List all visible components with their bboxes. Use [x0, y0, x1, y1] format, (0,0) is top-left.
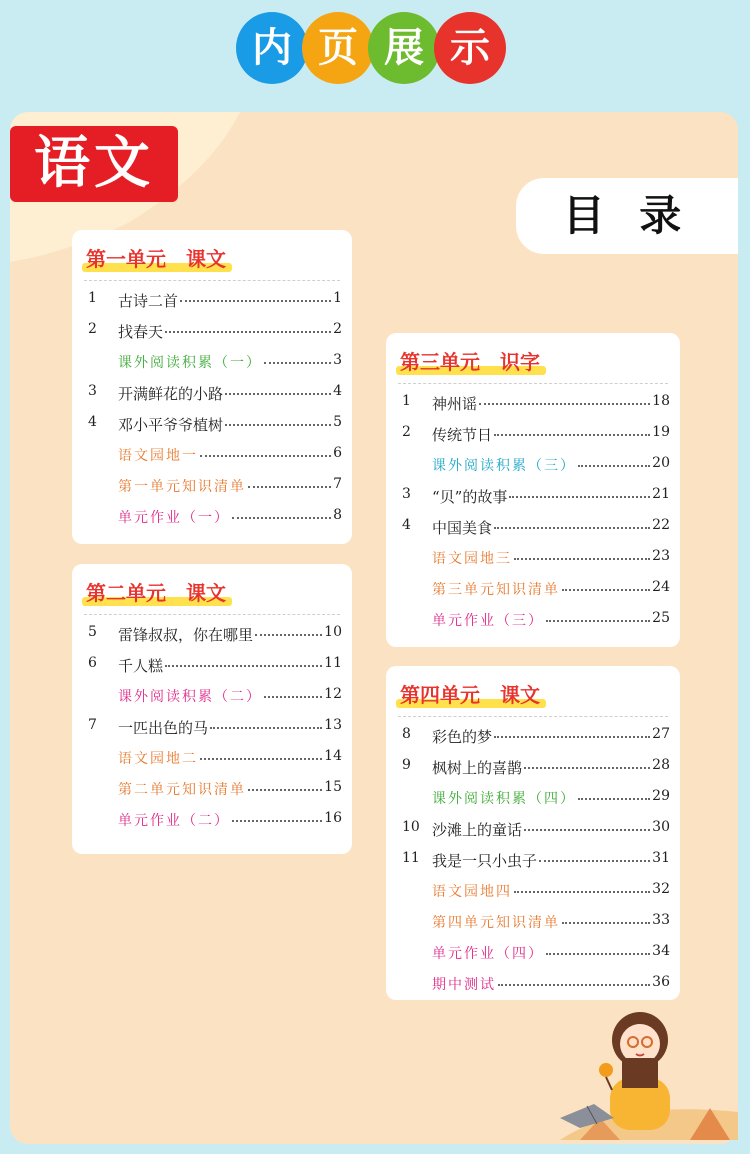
leader-dots	[514, 891, 650, 893]
toc-entry[interactable]	[386, 906, 680, 937]
entry-number: 6	[88, 655, 97, 671]
entry-number: 7	[88, 717, 97, 733]
entry-page-number: 32	[652, 881, 670, 897]
header-char-circle: 展	[368, 12, 440, 84]
entry-page-number: 25	[652, 610, 670, 626]
entry-title: 枫树上的喜鹊	[432, 759, 523, 777]
entry-title: 第三单元知识清单	[432, 582, 560, 598]
entry-page-number: 10	[324, 624, 342, 640]
entry-title: 传统节日	[432, 426, 493, 444]
unit-title-text: 第一单元 课文	[86, 247, 226, 271]
entry-number: 10	[402, 819, 420, 835]
entry-page-number: 28	[652, 757, 670, 773]
toc-entry[interactable]	[72, 773, 352, 804]
leader-dots	[539, 860, 650, 862]
entry-page-number: 16	[324, 810, 342, 826]
unit-title	[86, 244, 226, 274]
entry-page-number: 36	[652, 974, 670, 990]
leader-dots	[180, 300, 331, 302]
toc-entry[interactable]	[386, 782, 680, 813]
leader-dots	[255, 634, 322, 636]
entry-title: 找春天	[118, 323, 164, 341]
unit-card-2	[72, 564, 352, 854]
entry-page-number: 13	[324, 717, 342, 733]
leader-dots	[562, 922, 650, 924]
toc-entry[interactable]	[72, 711, 352, 742]
leader-dots	[546, 620, 650, 622]
entry-page-number: 15	[324, 779, 342, 795]
toc-entry[interactable]	[72, 618, 352, 649]
leader-dots	[165, 331, 331, 333]
entry-title: 单元作业（一）	[118, 510, 230, 526]
toc-entry[interactable]	[72, 501, 352, 532]
leader-dots	[514, 558, 650, 560]
divider	[84, 614, 340, 615]
entry-number: 8	[402, 726, 411, 742]
toc-entry[interactable]	[386, 449, 680, 480]
entry-number: 4	[88, 414, 97, 430]
entry-title: 课外阅读积累（一）	[118, 355, 262, 371]
entry-page-number: 21	[652, 486, 670, 502]
toc-entry[interactable]	[386, 573, 680, 604]
leader-dots	[524, 767, 650, 769]
subject-badge: 语文	[10, 126, 178, 202]
entry-title: 单元作业（三）	[432, 613, 544, 629]
divider	[398, 383, 668, 384]
header-banner	[0, 0, 750, 110]
entry-page-number: 34	[652, 943, 670, 959]
entry-title: 课外阅读积累（三）	[432, 458, 576, 474]
toc-entry[interactable]	[72, 680, 352, 711]
unit-card-1	[72, 230, 352, 544]
leader-dots	[578, 465, 650, 467]
entry-number: 5	[88, 624, 97, 640]
entry-title: 第四单元知识清单	[432, 915, 560, 931]
entry-page-number: 3	[333, 352, 342, 368]
entry-title: 中国美食	[432, 519, 493, 537]
unit-title-text: 第二单元 课文	[86, 581, 226, 605]
entry-page-number: 12	[324, 686, 342, 702]
toc-entry[interactable]	[386, 542, 680, 573]
toc-entry[interactable]	[386, 604, 680, 635]
leader-dots	[494, 527, 650, 529]
toc-entry[interactable]	[72, 408, 352, 439]
unit-title	[400, 680, 540, 710]
entry-number: 3	[88, 383, 97, 399]
leader-dots	[165, 665, 322, 667]
divider	[84, 280, 340, 281]
toc-entry[interactable]	[386, 813, 680, 844]
entry-title: 语文园地三	[432, 551, 512, 567]
entry-title: 期中测试	[432, 977, 496, 993]
header-char-circle: 示	[434, 12, 506, 84]
entry-title: 古诗二首	[118, 292, 179, 310]
toc-entry[interactable]	[72, 377, 352, 408]
entry-title: 开满鲜花的小路	[118, 385, 224, 403]
entry-page-number: 7	[333, 476, 342, 492]
entry-page-number: 23	[652, 548, 670, 564]
leader-dots	[578, 798, 650, 800]
entry-page-number: 31	[652, 850, 670, 866]
leader-dots	[524, 829, 650, 831]
leader-dots	[232, 517, 331, 519]
entry-title: 沙滩上的童话	[432, 821, 523, 839]
leader-dots	[264, 362, 331, 364]
entry-number: 4	[402, 517, 411, 533]
toc-entry[interactable]	[72, 346, 352, 377]
unit-title	[86, 578, 226, 608]
leader-dots	[546, 953, 650, 955]
girl-reading-illustration	[560, 1000, 738, 1140]
toc-entry[interactable]	[72, 284, 352, 315]
entry-page-number: 11	[324, 655, 342, 671]
entry-number: 1	[88, 290, 97, 306]
entry-title: 单元作业（四）	[432, 946, 544, 962]
entry-title: 语文园地四	[432, 884, 512, 900]
entry-title: 课外阅读积累（四）	[432, 791, 576, 807]
entry-title: 第二单元知识清单	[118, 782, 246, 798]
entry-page-number: 22	[652, 517, 670, 533]
entry-page-number: 1	[333, 290, 342, 306]
entry-title: 语文园地一	[118, 448, 198, 464]
toc-entry[interactable]	[386, 751, 680, 782]
entry-number: 11	[402, 850, 420, 866]
toc-entry[interactable]	[386, 511, 680, 542]
header-title	[236, 12, 516, 84]
leader-dots	[248, 486, 331, 488]
leader-dots	[264, 696, 322, 698]
entry-title: 语文园地二	[118, 751, 198, 767]
entry-page-number: 6	[333, 445, 342, 461]
divider	[398, 716, 668, 717]
entry-title: 课外阅读积累（二）	[118, 689, 262, 705]
entry-page-number: 18	[652, 393, 670, 409]
entry-title: 邓小平爷爷植树	[118, 416, 224, 434]
toc-entry[interactable]	[386, 937, 680, 968]
entry-number: 2	[88, 321, 97, 337]
toc-entry[interactable]	[72, 439, 352, 470]
toc-entry[interactable]	[386, 418, 680, 449]
leader-dots	[232, 820, 322, 822]
toc-entry[interactable]	[72, 742, 352, 773]
entry-title: 雷锋叔叔，你在哪里	[118, 626, 254, 644]
entry-number: 9	[402, 757, 411, 773]
entry-title: 彩色的梦	[432, 728, 493, 746]
unit-card-4	[386, 666, 680, 1000]
leader-dots	[498, 984, 650, 986]
entry-title: 千人糕	[118, 657, 164, 675]
toc-entry[interactable]	[386, 968, 680, 999]
entry-number: 3	[402, 486, 411, 502]
entry-title: 第一单元知识清单	[118, 479, 246, 495]
toc-entry[interactable]	[386, 480, 680, 511]
leader-dots	[210, 727, 322, 729]
entry-title: “贝”的故事	[432, 488, 508, 506]
leader-dots	[494, 736, 650, 738]
entry-page-number: 30	[652, 819, 670, 835]
leader-dots	[509, 496, 650, 498]
toc-entry[interactable]	[386, 720, 680, 751]
toc-title: 目 录	[516, 178, 738, 254]
entry-title: 单元作业（二）	[118, 813, 230, 829]
entry-title: 我是一只小虫子	[432, 852, 538, 870]
toc-entry[interactable]	[386, 844, 680, 875]
entry-page-number: 27	[652, 726, 670, 742]
toc-entry[interactable]	[72, 649, 352, 680]
leader-dots	[479, 403, 650, 405]
header-char-circle: 内	[236, 12, 308, 84]
entry-number: 1	[402, 393, 411, 409]
toc-entry[interactable]	[72, 470, 352, 501]
leader-dots	[494, 434, 650, 436]
unit-title	[400, 347, 540, 377]
toc-entry[interactable]	[72, 315, 352, 346]
leader-dots	[248, 789, 322, 791]
toc-entry[interactable]	[386, 387, 680, 418]
leader-dots	[225, 393, 331, 395]
entry-page-number: 14	[324, 748, 342, 764]
leader-dots	[200, 455, 331, 457]
entry-page-number: 19	[652, 424, 670, 440]
leader-dots	[562, 589, 650, 591]
entry-page-number: 33	[652, 912, 670, 928]
entry-title: 神州谣	[432, 395, 478, 413]
entry-page-number: 4	[333, 383, 342, 399]
entry-page-number: 8	[333, 507, 342, 523]
entry-page-number: 2	[333, 321, 342, 337]
header-char-circle: 页	[302, 12, 374, 84]
toc-entry[interactable]	[386, 875, 680, 906]
entry-number: 2	[402, 424, 411, 440]
toc-entry[interactable]	[72, 804, 352, 835]
entry-title: 一匹出色的马	[118, 719, 209, 737]
entry-page-number: 5	[333, 414, 342, 430]
entry-page-number: 20	[652, 455, 670, 471]
leader-dots	[200, 758, 322, 760]
leader-dots	[225, 424, 331, 426]
entry-page-number: 29	[652, 788, 670, 804]
unit-title-text: 第三单元 识字	[400, 350, 540, 374]
entry-page-number: 24	[652, 579, 670, 595]
unit-title-text: 第四单元 课文	[400, 683, 540, 707]
unit-card-3	[386, 333, 680, 647]
